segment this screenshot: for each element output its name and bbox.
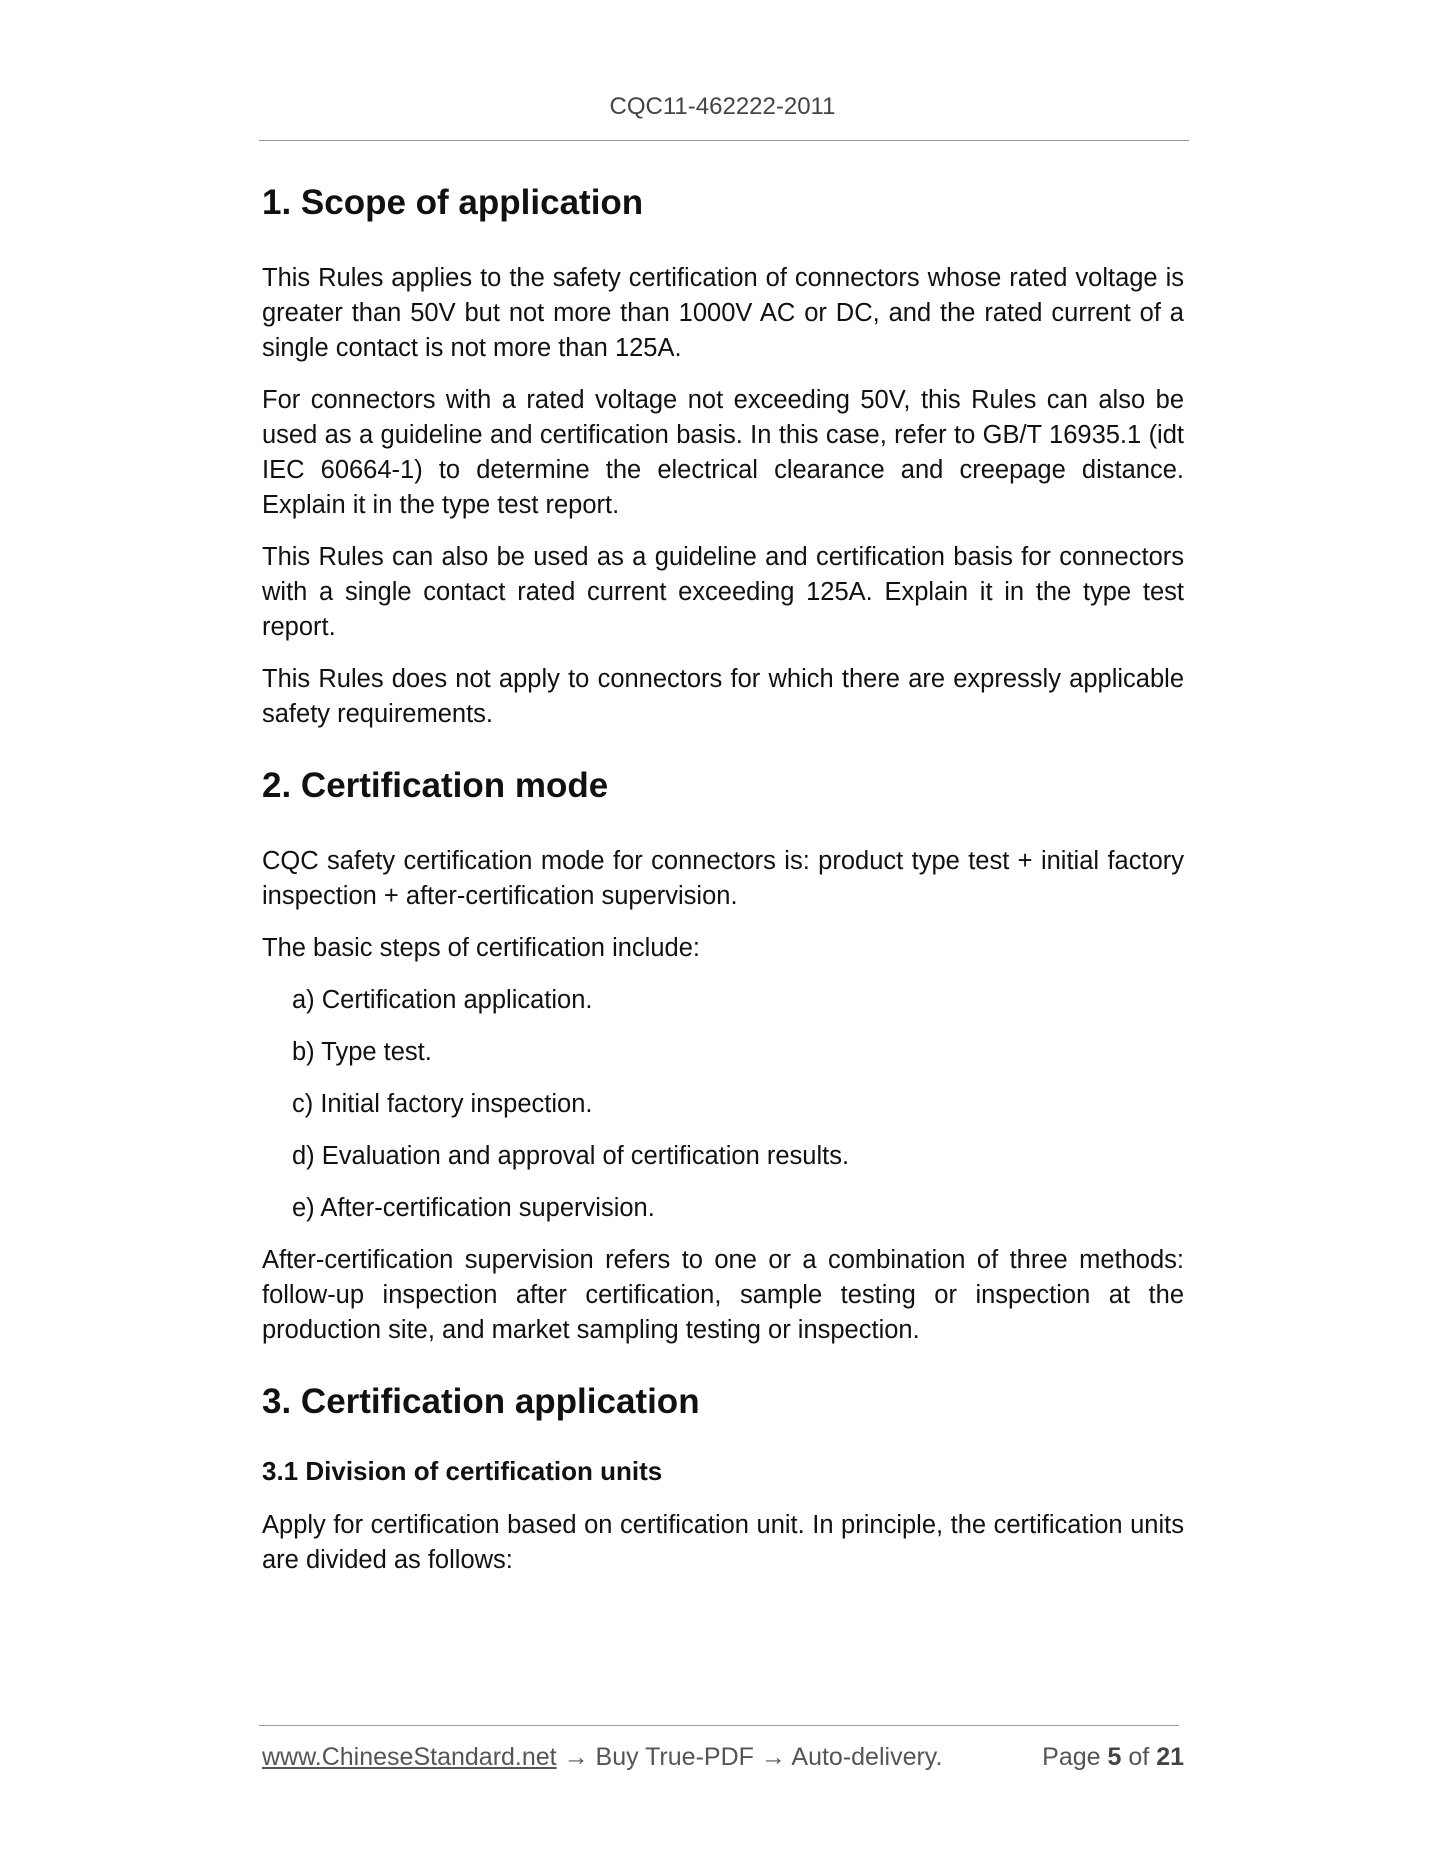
section-2-closing-paragraph: After-certification supervision refers to one or a combination of three methods: follow-up inspection after certification, sample testing or inspection at the production site, and market sampling testing or inspection. <box>262 1246 1184 1344</box>
subsection-3-1-heading: 3.1 Division of certification units <box>262 1456 663 1486</box>
section-2-heading: 2. Certification mode <box>262 766 609 805</box>
section-2-paragraph-2: The basic steps of certification include: <box>262 934 700 962</box>
list-item: c) Initial factory inspection. <box>292 1090 593 1118</box>
chinesestandard-link[interactable]: www.ChineseStandard.net <box>262 1743 557 1771</box>
page-total: 21 <box>1156 1743 1184 1771</box>
section-1-paragraph-3: This Rules can also be used as a guideline and certification basis for connectors with a single contact rated current exceeding 125A. Explain it in the type test report. <box>262 543 1184 641</box>
section-1-paragraph-1: This Rules applies to the safety certification of connectors whose rated voltage is greater than 50V but not more than 1000V AC or DC, and the rated current of a single contact is not more than 125A. <box>262 264 1184 362</box>
list-item: d) Evaluation and approval of certification results. <box>292 1142 850 1170</box>
section-3-heading: 3. Certification application <box>262 1382 700 1421</box>
of-label: of <box>1128 1743 1150 1771</box>
certification-steps-list <box>262 983 1184 1226</box>
document-id-header: CQC11-462222-2011 <box>609 93 836 120</box>
footer-divider <box>259 1725 1179 1726</box>
page-footer <box>262 1743 1184 1772</box>
section-1-paragraph-4: This Rules does not apply to connectors for which there are expressly applicable safety requirements. <box>262 665 1184 728</box>
section-1-heading: 1. Scope of application <box>262 183 644 222</box>
page-indicator <box>1042 1743 1184 1772</box>
list-item: e) After-certification supervision. <box>292 1194 655 1222</box>
list-item: a) Certification application. <box>292 986 593 1014</box>
footer-promo-text: → Buy True-PDF → Auto-delivery. <box>556 1743 943 1771</box>
section-3-paragraph-1: Apply for certification based on certification unit. In principle, the certification units are divided as follows: <box>262 1511 1184 1574</box>
header-divider <box>259 140 1189 141</box>
page-number: 5 <box>1107 1743 1122 1771</box>
section-2-paragraph-1: CQC safety certification mode for connectors is: product type test + initial factory inspection + after-certification supervision. <box>262 847 1184 910</box>
list-item: b) Type test. <box>292 1038 432 1066</box>
page-label: Page <box>1042 1743 1101 1771</box>
section-1-paragraph-2: For connectors with a rated voltage not exceeding 50V, this Rules can also be used as a guideline and certification basis. In this case, refer to GB/T 16935.1 (idt IEC 60664-1) to determine the electrical clearance and creepage distance. Explain it in the type test report. <box>262 386 1184 519</box>
page-content <box>262 178 1184 1578</box>
